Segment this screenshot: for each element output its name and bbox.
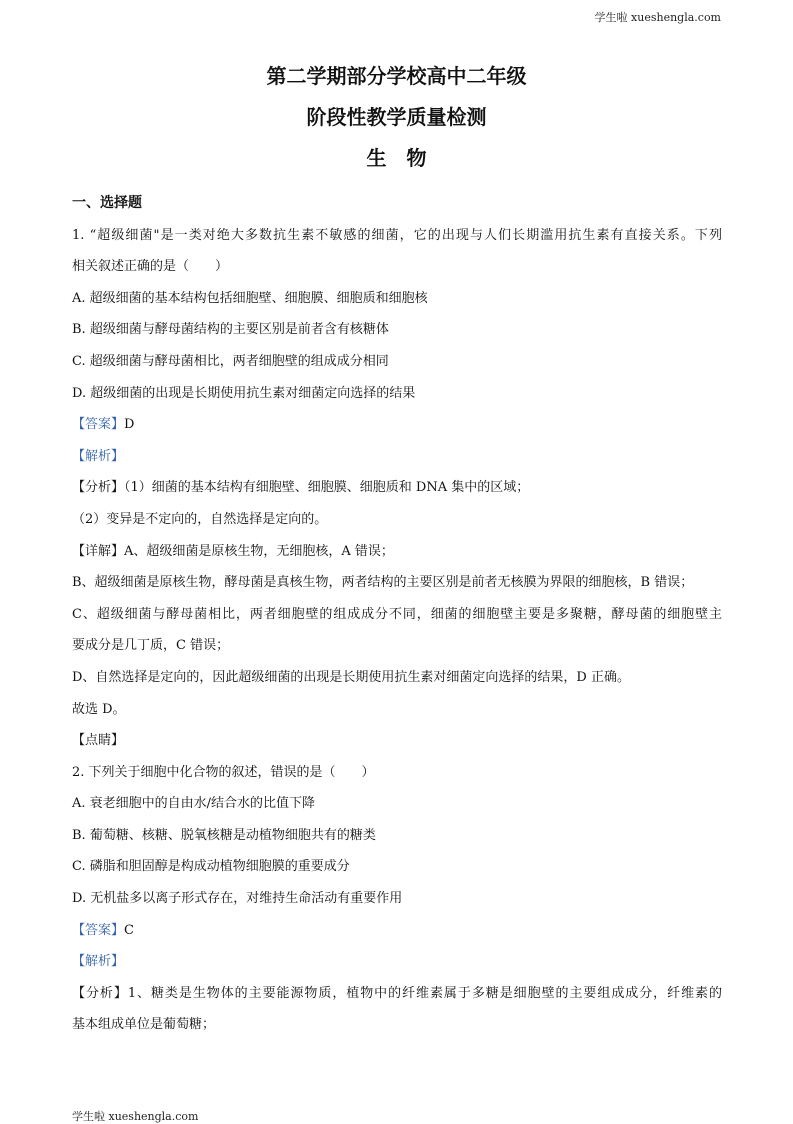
- fenxi-tag: 【分析】: [72, 480, 125, 496]
- q1-dianjing: 【点睛】: [72, 733, 125, 749]
- title-block: [0, 66, 793, 189]
- q1-option-b: B. 超级细菌与酵母菌结构的主要区别是前者含有核糖体: [72, 322, 389, 338]
- analysis-tag: 【解析】: [72, 954, 125, 970]
- q1-xiangjie-a: [72, 536, 722, 568]
- q1-fenxi-2: （2）变异是不定向的，自然选择是定向的。: [72, 511, 328, 527]
- answer-value: C: [124, 922, 134, 938]
- document-body: [72, 188, 722, 1041]
- answer-value: D: [124, 417, 135, 433]
- xiangjie-tag: 【详解】: [72, 543, 125, 559]
- q2-option-a: A. 衰老细胞中的自由水/结合水的比值下降: [72, 796, 316, 812]
- q2-option-b: B. 葡萄糖、核糖、脱氧核糖是动植物细胞共有的糖类: [72, 827, 376, 843]
- q1-fenxi-1: [72, 472, 722, 504]
- q2-option-c: C. 磷脂和胆固醇是构成动植物细胞膜的重要成分: [72, 859, 350, 875]
- q1-xiangjie-b: B、超级细菌是原核生物，酵母菌是真核生物，两者结构的主要区别是前者无核膜为界限的细胞核，B 错误；: [72, 575, 694, 591]
- q2-answer: [72, 915, 722, 947]
- exam-title-line-2: 阶段性教学质量检测: [306, 105, 487, 129]
- q1-xiangjie-c-line-1: C、超级细菌与酵母菌相比，两者细胞壁的组成成分不同，细菌的细胞壁主要是多聚糖，酵母菌的细胞壁主: [72, 606, 722, 622]
- q1-stem-line-1: 1. “超级细菌"是一类对绝大多数抗生素不敏感的细菌，它的出现与人们长期滥用抗生素有直接关系。下列: [72, 227, 722, 243]
- q1-option-d: D. 超级细菌的出现是长期使用抗生素对细菌定向选择的结果: [72, 385, 416, 401]
- fenxi-tag: 【分析】: [72, 985, 128, 1001]
- answer-tag: 【答案】: [72, 922, 125, 938]
- q1-option-c: C. 超级细菌与酵母菌相比，两者细胞壁的组成成分相同: [72, 353, 389, 369]
- q2-fenxi-line-1: [72, 978, 722, 1010]
- fenxi-text: （1）细菌的基本结构有细胞壁、细胞膜、细胞质和 DNA 集中的区域；: [124, 480, 530, 496]
- fenxi-text: 1、糖类是生物体的主要能源物质，植物中的纤维素属于多糖是细胞壁的主要组成成分，纤维素的: [127, 985, 722, 1001]
- q1-xiangjie-d: D、自然选择是定向的，因此超级细菌的出现是长期使用抗生素对细菌定向选择的结果，D 正确。: [72, 669, 630, 685]
- q1-analysis: [72, 441, 722, 473]
- q1-xiangjie-c-line-2: 要成分是几丁质，C 错误；: [72, 638, 230, 654]
- section-heading: 一、选择题: [72, 195, 142, 211]
- q1-answer: [72, 409, 722, 441]
- answer-tag: 【答案】: [72, 417, 125, 433]
- q2-option-d: D. 无机盐多以离子形式存在，对维持生命活动有重要作用: [72, 891, 403, 907]
- header-site-watermark: 学生啦 xueshengla.com: [594, 11, 721, 24]
- q2-fenxi-line-2: 基本组成单位是葡萄糖；: [72, 1017, 216, 1033]
- subject-title: 生物: [366, 146, 447, 170]
- q1-option-a: A. 超级细菌的基本结构包括细胞壁、细胞膜、细胞质和细胞核: [72, 290, 428, 306]
- exam-title-line-1: 第二学期部分学校高中二年级: [266, 64, 527, 88]
- xiangjie-text: A、超级细菌是原核生物，无细胞核，A 错误；: [124, 543, 394, 559]
- footer-site-watermark: 学生啦 xueshengla.com: [72, 1110, 199, 1123]
- q2-stem: 2. 下列关于细胞中化合物的叙述，错误的是（ ）: [72, 764, 375, 780]
- q2-analysis: [72, 946, 722, 978]
- q1-stem-line-2: 相关叙述正确的是（ ）: [72, 259, 229, 275]
- analysis-tag: 【解析】: [72, 448, 125, 464]
- q1-choose: 故选 D。: [72, 701, 126, 717]
